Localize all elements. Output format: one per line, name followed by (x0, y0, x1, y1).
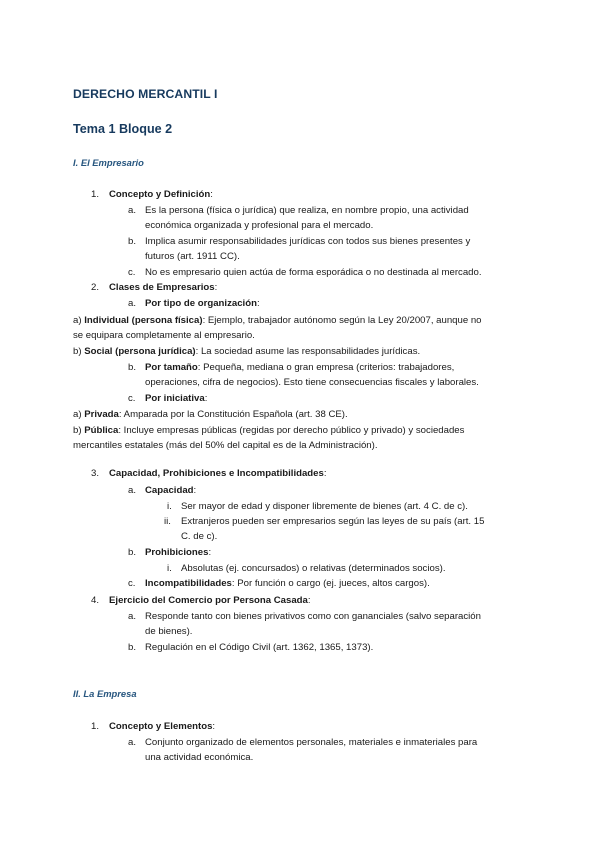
list-item-heading (145, 485, 196, 497)
item-label: Concepto y Definición (109, 189, 211, 200)
item-suffix: : (210, 189, 213, 200)
list-item-heading (109, 595, 311, 607)
list-marker: b. (128, 236, 137, 247)
item-text: : Por función o cargo (ej. jueces, altos cargos). (231, 578, 430, 589)
paragraph-label: Privada (84, 409, 119, 420)
item-suffix: : (204, 393, 208, 404)
list-marker: b. (128, 547, 137, 558)
paragraph-text: : Amparada por la Constitución Española (art. 38 CE). (118, 409, 348, 420)
item-label: Por iniciativa (145, 393, 205, 404)
list-marker: b. (128, 362, 137, 373)
item-suffix: : (256, 298, 260, 309)
list-item-heading (145, 547, 211, 559)
list-number: 3. (91, 468, 100, 479)
paragraph-text: : Ejemplo, trabajador autónomo según la Ley 20/2007, aunque no (202, 315, 482, 326)
paragraph-social (73, 346, 420, 358)
paragraph-text: : La sociedad asume las responsabilidades jurídicas. (195, 346, 421, 357)
item-label: Ejercicio del Comercio por Persona Casada (109, 595, 308, 606)
paragraph-individual (73, 315, 482, 327)
list-item-text (145, 578, 430, 590)
list-marker: a. (128, 485, 137, 496)
paragraph-prefix: b) (73, 346, 82, 357)
paragraph-text: : Incluye empresas públicas (regidas por derecho público y privado) y sociedades (118, 425, 465, 436)
paragraph-prefix: b) (73, 425, 82, 436)
list-marker: a. (128, 205, 137, 216)
list-number: 1. (91, 721, 100, 732)
list-item-heading (109, 721, 215, 733)
item-suffix: : (193, 485, 197, 496)
list-item-text: Extranjeros pueden ser empresarios según las leyes de su país (art. 15 (181, 516, 485, 527)
item-suffix: : (323, 468, 327, 479)
list-item-text: económica organizada y profesional para el mercado. (145, 220, 374, 231)
item-suffix: : (208, 547, 212, 558)
list-marker: i. (167, 563, 172, 574)
list-item-text: de bienes). (145, 626, 193, 637)
list-item-text: Absolutas (ej. concursados) o relativas (determinados socios). (181, 563, 446, 574)
item-label: Prohibiciones (145, 547, 209, 558)
list-item-heading (145, 393, 207, 405)
document-subtitle: Tema 1 Bloque 2 (73, 122, 173, 136)
list-item-text: C. de c). (181, 531, 218, 542)
document-title: DERECHO MERCANTIL I (73, 87, 218, 101)
item-label: Por tipo de organización (145, 298, 257, 309)
item-label: Capacidad (145, 485, 194, 496)
list-item-text: futuros (art. 1911 CC). (145, 251, 240, 262)
paragraph-text: mercantiles estatales (más del 50% del capital es de la Administración). (73, 440, 378, 451)
list-marker: a. (128, 737, 137, 748)
paragraph-prefix: a) (73, 315, 82, 326)
item-label: Concepto y Elementos (109, 721, 213, 732)
item-label: Incompatibilidades (145, 578, 232, 589)
list-item-heading (109, 282, 217, 294)
item-text: : Pequeña, mediana o gran empresa (criterios: trabajadores, (197, 362, 455, 373)
list-marker: c. (128, 578, 136, 589)
list-item-text: Ser mayor de edad y disponer libremente de bienes (art. 4 C. de c). (181, 501, 468, 512)
item-label: Capacidad, Prohibiciones e Incompatibilidades (109, 468, 324, 479)
paragraph-privada (73, 409, 348, 421)
paragraph-label: Pública (84, 425, 119, 436)
item-label: Por tamaño (145, 362, 198, 373)
item-suffix: : (212, 721, 216, 732)
list-item-heading (109, 189, 213, 201)
list-number: 4. (91, 595, 100, 606)
list-marker: c. (128, 267, 136, 278)
list-marker: a. (128, 611, 137, 622)
item-label: Clases de Empresarios (109, 282, 215, 293)
list-item-heading (109, 468, 327, 480)
paragraph-publica (73, 425, 464, 437)
list-item-text: Regulación en el Código Civil (art. 1362, 1365, 1373). (145, 642, 374, 653)
list-item-text: Implica asumir responsabilidades jurídicas con todos sus bienes presentes y (145, 236, 471, 247)
list-item-text: Conjunto organizado de elementos personales, materiales e inmateriales para (145, 737, 478, 748)
list-marker: i. (167, 501, 172, 512)
list-marker: c. (128, 393, 136, 404)
list-number: 2. (91, 282, 100, 293)
section-heading-empresario: I. El Empresario (73, 157, 144, 168)
paragraph-label: Social (persona jurídica) (84, 346, 196, 357)
list-item-text: Responde tanto con bienes privativos como con gananciales (salvo separación (145, 611, 481, 622)
list-item-text: operaciones, cifra de negocios). Esto tiene consecuencias fiscales y laborales. (145, 377, 479, 388)
section-heading-empresa: II. La Empresa (73, 688, 137, 699)
list-item-text: Es la persona (física o jurídica) que realiza, en nombre propio, una actividad (145, 205, 469, 216)
item-suffix: : (214, 282, 218, 293)
list-item-heading (145, 298, 260, 310)
paragraph-prefix: a) (73, 409, 82, 420)
paragraph-label: Individual (persona física) (84, 315, 203, 326)
list-item-text (145, 362, 454, 374)
list-number: 1. (91, 189, 100, 200)
item-suffix: : (307, 595, 311, 606)
list-item-text: No es empresario quien actúa de forma esporádica o no destinada al mercado. (145, 267, 482, 278)
list-item-text: una actividad económica. (145, 752, 254, 763)
list-marker: a. (128, 298, 137, 309)
list-marker: b. (128, 642, 137, 653)
paragraph-text: se equipara completamente al empresario. (73, 330, 255, 341)
list-marker: ii. (164, 516, 171, 527)
